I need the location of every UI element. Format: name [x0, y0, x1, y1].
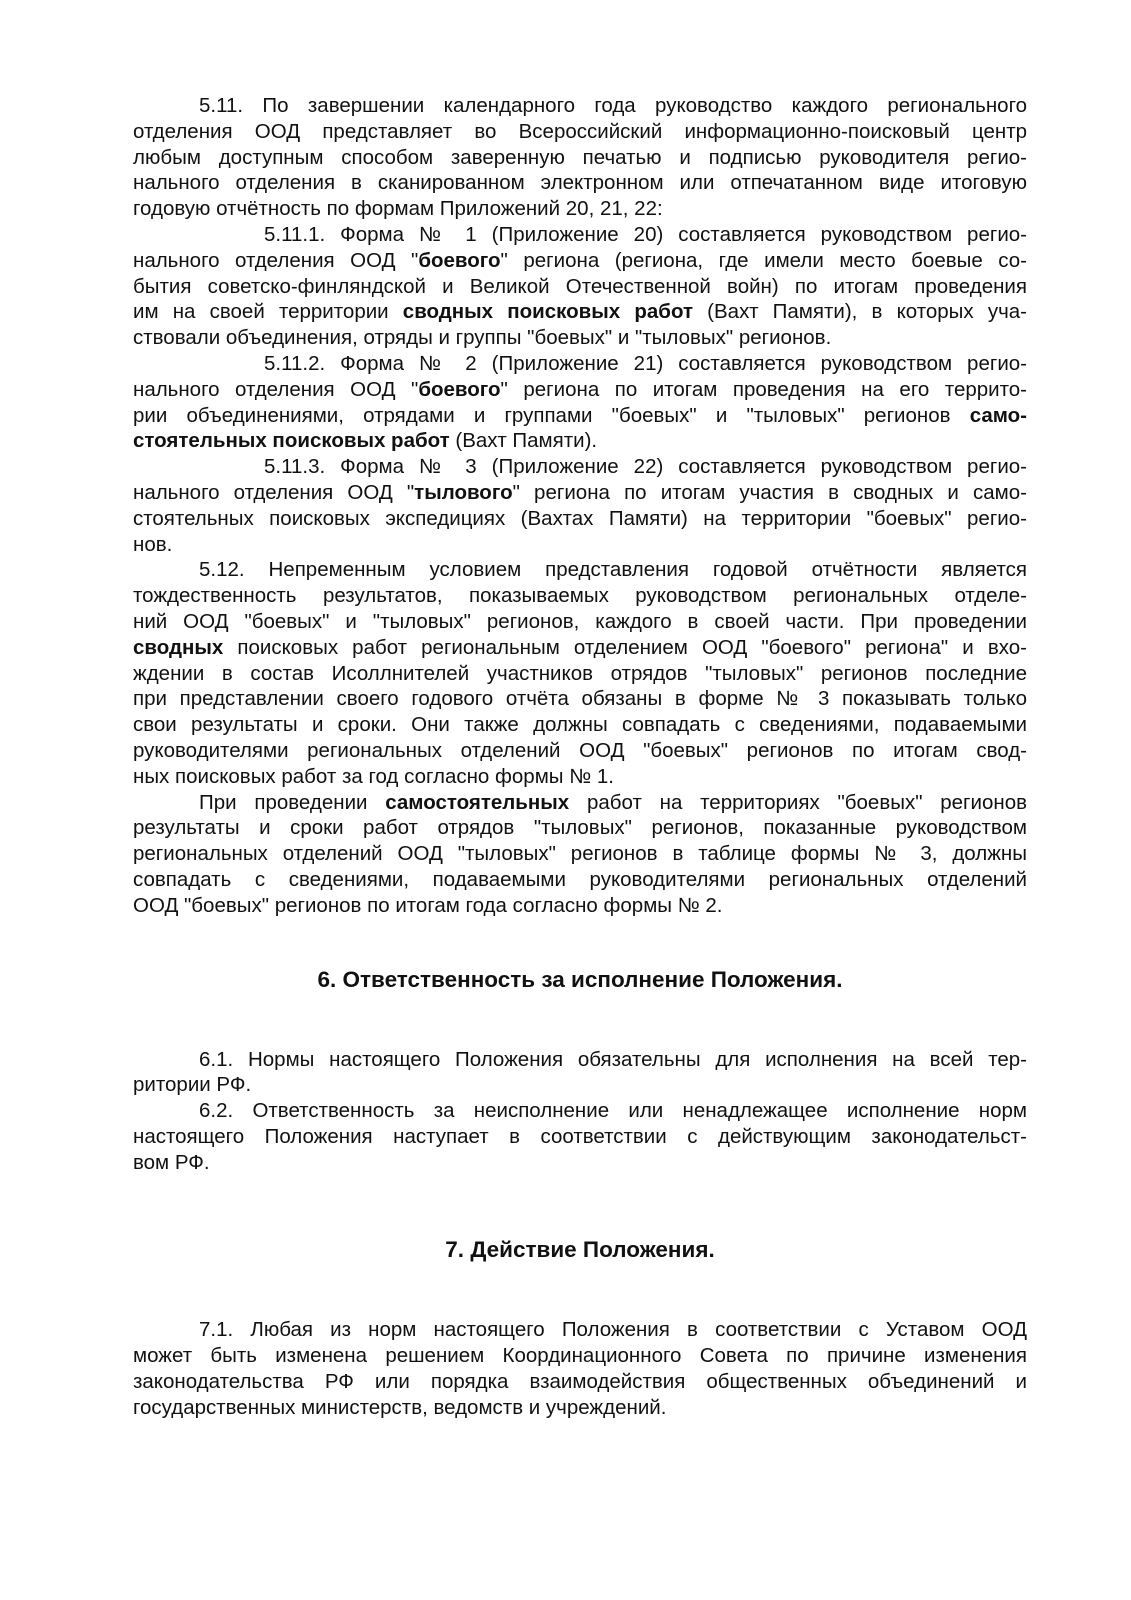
paragraph-5-12-continued [133, 790, 1027, 919]
text: (Вахт Памяти), в которых уча- [693, 300, 1027, 324]
text-line [133, 790, 1027, 816]
text: " региона (региона, где имели место боевые со- [500, 248, 1027, 272]
bold-text: самостоятельных [385, 790, 570, 814]
text-line: нов. [133, 532, 173, 556]
text-line: годовую отчётность по формам Приложений 20, 21, 22: [133, 197, 663, 221]
text-line: региональных отделений ООД "тыловых" регионов в таблице формы № 3, должны [133, 842, 1027, 866]
text: " региона по итогам участия в сводных и само- [512, 480, 1027, 504]
text-line [133, 403, 1027, 429]
text-line: 5.11. По завершении календарного года руководство каждого регионального [199, 94, 1027, 117]
document-page [133, 93, 1027, 1421]
text-line: 5.11.2. Форма № 2 (Приложение 21) составляется руководством регио- [264, 351, 1027, 375]
text-line: при представлении своего годового отчёта обязаны в форме № 3 показывать только [133, 687, 1027, 711]
text-line: 5.11.3. Форма № 3 (Приложение 22) составляется руководством регио- [264, 455, 1027, 479]
paragraph-5-11-1 [133, 222, 1027, 351]
text-line: стоятельных поисковых экспедициях (Вахтах Памяти) на территории "боевых" регио- [133, 506, 1027, 530]
text-line: 7.1. Любая из норм настоящего Положения в соответствии с Уставом ООД [199, 1318, 1027, 1342]
text: " региона по итогам проведения на его террито- [500, 377, 1027, 401]
section-7-heading: 7. Действие Положения. [445, 1237, 715, 1263]
text: работ на территориях "боевых" регионов [569, 790, 1027, 814]
text-line: нального отделения в сканированном электронном или отпечатанном виде итоговую [133, 171, 1027, 195]
text-line: 5.12. Непременным условием представления годовой отчётности является [199, 558, 1027, 582]
paragraph-6-2 [133, 1098, 1027, 1175]
text-line: ных поисковых работ за год согласно формы № 1. [133, 764, 614, 788]
text-line: ООД "боевых" регионов по итогам года согласно формы № 2. [133, 893, 723, 917]
paragraph-7-1 [133, 1317, 1027, 1420]
text: (Вахт Памяти). [449, 429, 598, 453]
text-line: может быть изменена решением Координационного Совета по причине изменения [133, 1344, 1027, 1368]
text-line: результаты и сроки работ отрядов "тыловых" регионов, показанные руководством [133, 816, 1027, 840]
text-line [133, 248, 1027, 274]
text: рии объединениями, отрядами и группами "боевых" и "тыловых" регионов [133, 403, 970, 427]
bold-text: тылового [414, 480, 513, 504]
text-line: 6.2. Ответственность за неисполнение или ненадлежащее исполнение норм [199, 1099, 1027, 1123]
paragraph-5-11-3 [133, 454, 1027, 557]
bold-text: сводных [133, 635, 224, 659]
text-line: ствовали объединения, отряды и группы "боевых" и "тыловых" регионов. [133, 326, 832, 350]
text-line: 5.11.1. Форма № 1 (Приложение 20) составляется руководством регио- [264, 222, 1027, 246]
section-6-heading: 6. Ответственность за исполнение Положения. [317, 966, 843, 992]
bold-text: стоятельных поисковых работ [133, 429, 450, 453]
text-line: любым доступным способом заверенную печатью и подписью руководителя регио- [133, 145, 1027, 169]
text-line: законодательства РФ или порядка взаимодействия общественных объединений и [133, 1370, 1027, 1394]
text: При проведении [199, 790, 386, 814]
paragraph-5-11 [133, 93, 1027, 222]
text-line [133, 480, 1027, 506]
text-line: совпадать с сведениями, подаваемыми руководителями региональных отделений [133, 867, 1027, 891]
bold-text: сводных поисковых работ [402, 300, 693, 324]
text-line: ний ООД "боевых" и "тыловых" регионов, каждого в своей части. При проведении [133, 609, 1027, 633]
text: им на своей территории [133, 300, 403, 324]
paragraph-6-1 [133, 1047, 1027, 1099]
bold-text: боевого [418, 377, 501, 401]
text-line: ждении в состав Исоллнителей участников отрядов "тыловых" регионов последние [133, 661, 1027, 685]
text: нального отделения ООД " [133, 377, 419, 401]
bold-text: само- [969, 403, 1027, 427]
text-line: 6.1. Нормы настоящего Положения обязательны для исполнения на всей тер- [199, 1047, 1027, 1071]
text-line: настоящего Положения наступает в соответствии с действующим законодательст- [133, 1124, 1027, 1148]
text-line: государственных министерств, ведомств и учреждений. [133, 1395, 667, 1419]
text-line: свои результаты и сроки. Они также должны совпадать с сведениями, подаваемыми [133, 713, 1027, 737]
text-line [133, 635, 1027, 661]
text-line [133, 377, 1027, 403]
text-line: вом РФ. [133, 1150, 210, 1174]
paragraph-5-12 [133, 557, 1027, 789]
text-line: отделения ООД представляет во Всероссийский информационно-поисковый центр [133, 119, 1027, 143]
text: поисковых работ региональным отделением ООД "боевого" региона" и вхо- [223, 635, 1027, 659]
text-line: руководителями региональных отделений ООД "боевых" регионов по итогам свод- [133, 738, 1027, 762]
text: нального отделения ООД " [133, 480, 415, 504]
paragraph-5-11-2 [133, 351, 1027, 454]
bold-text: боевого [418, 248, 501, 272]
text: нального отделения ООД " [133, 248, 419, 272]
text-line [133, 428, 1027, 454]
text-line: ритории РФ. [133, 1073, 252, 1097]
text-line: тождественность результатов, показываемых руководством региональных отделе- [133, 584, 1027, 608]
text-line: бытия советско-финляндской и Великой Отечественной войн) по итогам проведения [133, 274, 1027, 298]
text-line [133, 299, 1027, 325]
